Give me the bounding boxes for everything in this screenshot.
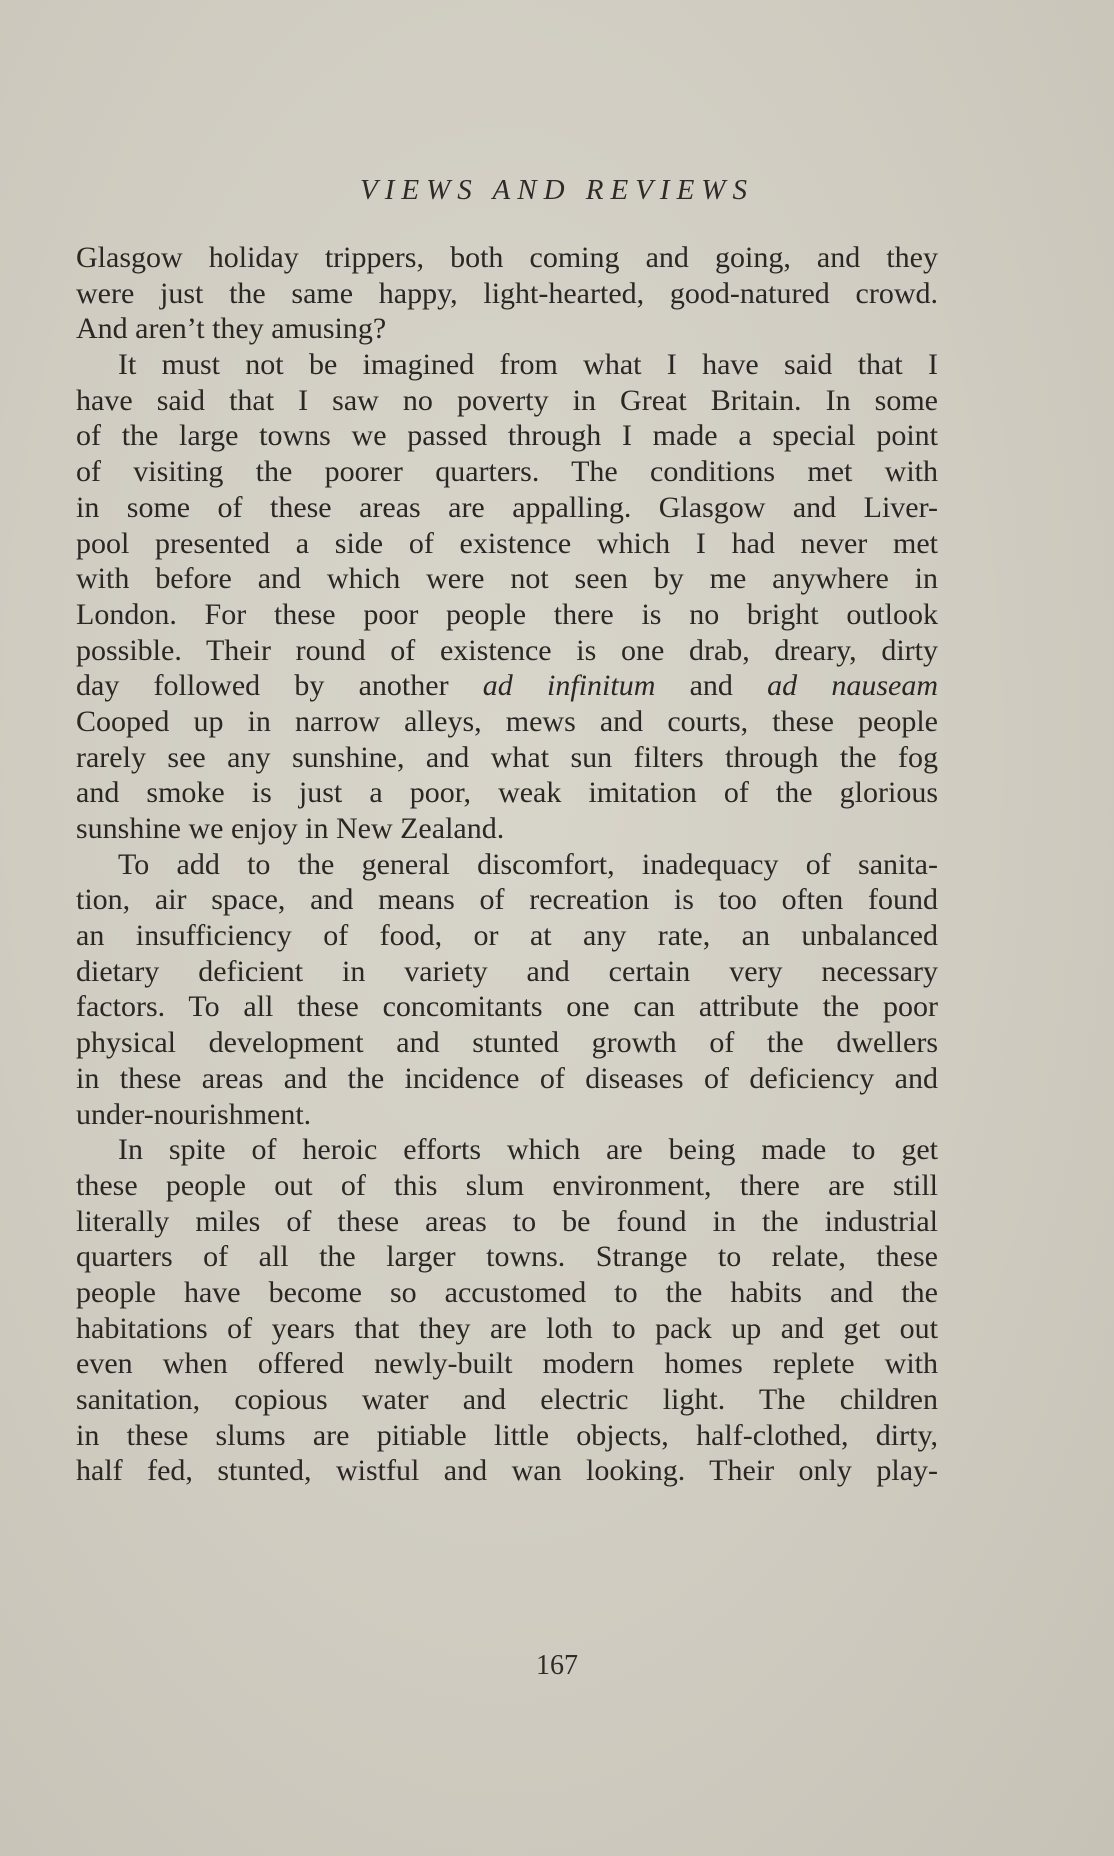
text-line: under-nourishment. xyxy=(76,1097,312,1131)
text-line: were just the same happy, light-hearted, good-natured crowd. xyxy=(76,276,938,310)
text-line: possible. Their round of existence is one drab, dreary, dirty xyxy=(76,633,938,667)
text-line: even when offered newly-built modern homes replete with xyxy=(76,1347,938,1381)
text-line: sanitation, copious water and electric light. The children xyxy=(76,1383,938,1416)
text-line: in these areas and the incidence of diseases of deficiency and xyxy=(76,1061,938,1095)
text-line xyxy=(76,668,938,704)
text-line: quarters of all the larger towns. Strange to relate, these xyxy=(76,1240,938,1274)
text-line: dietary deficient in variety and certain very necessary xyxy=(76,954,938,988)
text-line: have said that I saw no poverty in Great Britain. In some xyxy=(76,383,938,417)
text-line: of visiting the poorer quarters. The conditions met with xyxy=(76,455,938,489)
text-run: day followed by another xyxy=(76,669,483,703)
text-run: and xyxy=(655,669,768,703)
text-line: And aren’t they amusing? xyxy=(76,312,387,346)
text-line: To add to the general discomfort, inadequacy of sanita- xyxy=(118,847,938,881)
text-line: in these slums are pitiable little objects, half-clothed, dirty, xyxy=(76,1418,938,1452)
text-line: habitations of years that they are loth to pack up and get out xyxy=(76,1311,938,1345)
text-line: In spite of heroic efforts which are being made to get xyxy=(118,1133,938,1167)
italic-phrase: ad infinitum xyxy=(482,669,656,703)
text-line: factors. To all these concomitants one can attribute the poor xyxy=(76,990,938,1024)
text-line: and smoke is just a poor, weak imitation of the glorious xyxy=(76,776,938,810)
text-line: half fed, stunted, wistful and wan looking. Their only play- xyxy=(76,1454,938,1488)
text-line: tion, air space, and means of recreation is too often found xyxy=(76,883,938,917)
text-line: It must not be imagined from what I have said that I xyxy=(118,348,938,382)
text-line: Glasgow holiday trippers, both coming and going, and they xyxy=(76,241,938,274)
text-line: in some of these areas are appalling. Glasgow and Liver- xyxy=(76,490,938,524)
page-number: 167 xyxy=(536,1650,578,1681)
text-line: rarely see any sunshine, and what sun filters through the fog xyxy=(76,740,938,774)
text-line: physical development and stunted growth of the dwellers xyxy=(76,1026,938,1060)
text-line: sunshine we enjoy in New Zealand. xyxy=(76,812,505,845)
italic-phrase: ad nauseam xyxy=(767,669,938,703)
text-line: pool presented a side of existence which I had never met xyxy=(76,526,938,560)
text-line: an insufficiency of food, or at any rate, an unbalanced xyxy=(76,919,938,953)
text-line: these people out of this slum environment, there are still xyxy=(76,1168,938,1202)
text-line: Cooped up in narrow alleys, mews and courts, these people xyxy=(76,704,938,738)
text-line: people have become so accustomed to the habits and the xyxy=(76,1275,938,1309)
body-text xyxy=(76,240,938,1489)
running-head: VIEWS AND REVIEWS xyxy=(360,174,754,206)
text-line: with before and which were not seen by me anywhere in xyxy=(76,562,938,596)
text-line: literally miles of these areas to be found in the industrial xyxy=(76,1204,938,1238)
text-line: of the large towns we passed through I made a special point xyxy=(76,419,938,453)
text-line: London. For these poor people there is no bright outlook xyxy=(76,597,938,631)
